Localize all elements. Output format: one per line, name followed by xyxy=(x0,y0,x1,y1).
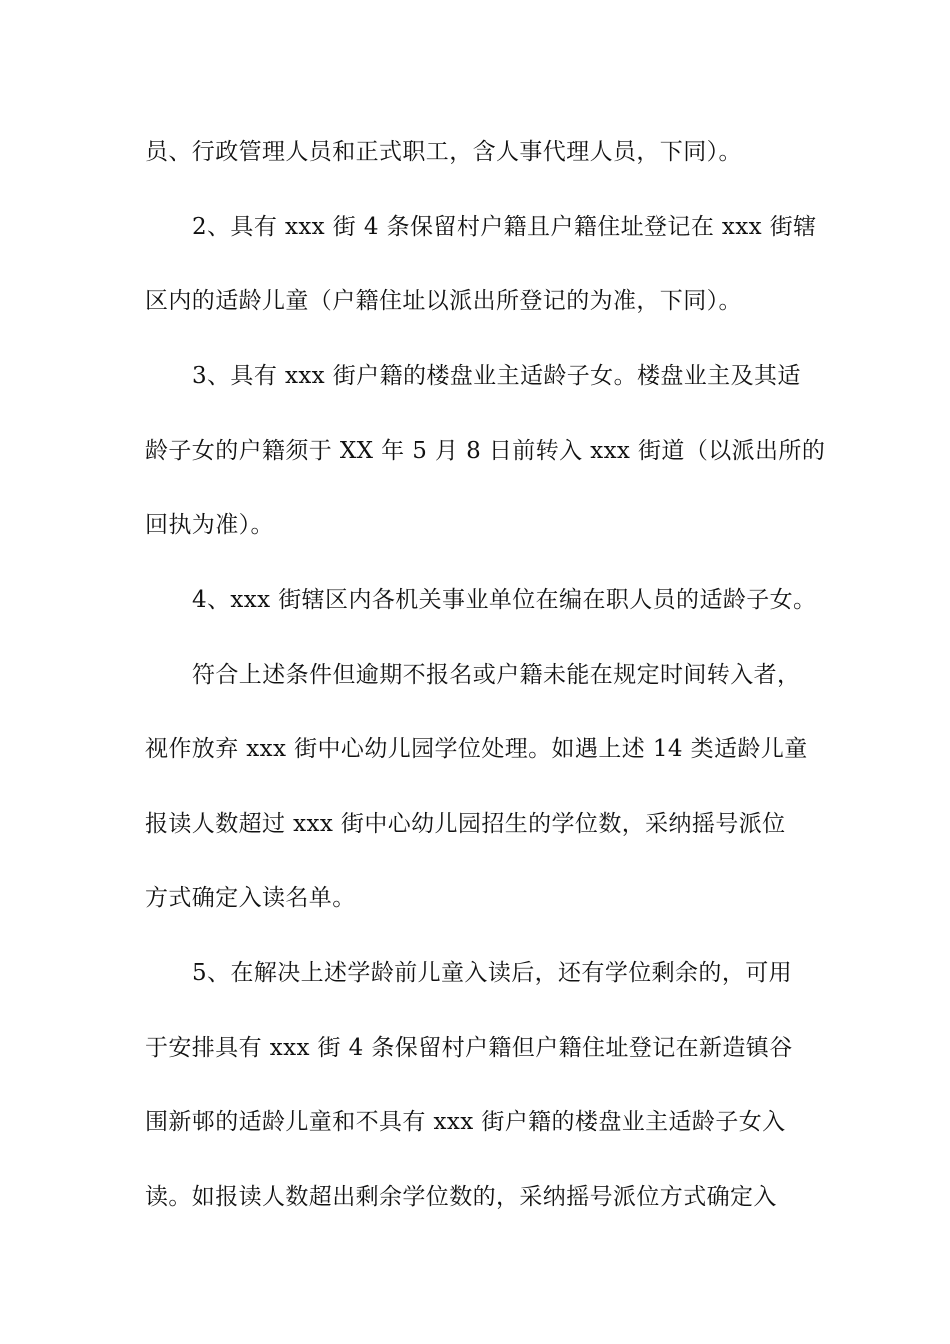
text-line-2: 2、具有 xxx 街 4 条保留村户籍且户籍住址登记在 xxx 街辖 xyxy=(192,214,817,240)
text-line-8: 符合上述条件但逾期不报名或户籍未能在规定时间转入者， xyxy=(192,662,801,688)
text-line-12: 5、在解决上述学龄前儿童入读后，还有学位剩余的，可用 xyxy=(192,960,793,986)
text-line-3: 区内的适龄儿童（户籍住址以派出所登记的为准，下同）。 xyxy=(145,288,742,314)
text-line-4: 3、具有 xxx 街户籍的楼盘业主适龄子女。楼盘业主及其适 xyxy=(192,363,801,389)
text-line-1: 员、行政管理人员和正式职工，含人事代理人员，下同）。 xyxy=(145,139,742,165)
text-line-10: 报读人数超过 xxx 街中心幼儿园招生的学位数，采纳摇号派位 xyxy=(145,811,786,837)
text-line-7: 4、xxx 街辖区内各机关事业单位在编在职人员的适龄子女。 xyxy=(192,587,817,613)
text-line-9: 视作放弃 xxx 街中心幼儿园学位处理。如遇上述 14 类适龄儿童 xyxy=(145,736,808,762)
text-line-14: 围新邨的适龄儿童和不具有 xxx 街户籍的楼盘业主适龄子女入 xyxy=(145,1109,786,1135)
text-line-15: 读。如报读人数超出剩余学位数的，采纳摇号派位方式确定入 xyxy=(145,1184,777,1210)
text-line-11: 方式确定入读名单。 xyxy=(145,885,356,911)
text-line-13: 于安排具有 xxx 街 4 条保留村户籍但户籍住址登记在新造镇谷 xyxy=(145,1035,793,1061)
text-line-5: 龄子女的户籍须于 XX 年 5 月 8 日前转入 xxx 街道（以派出所的 xyxy=(145,438,826,464)
text-line-6: 回执为准）。 xyxy=(145,512,274,538)
